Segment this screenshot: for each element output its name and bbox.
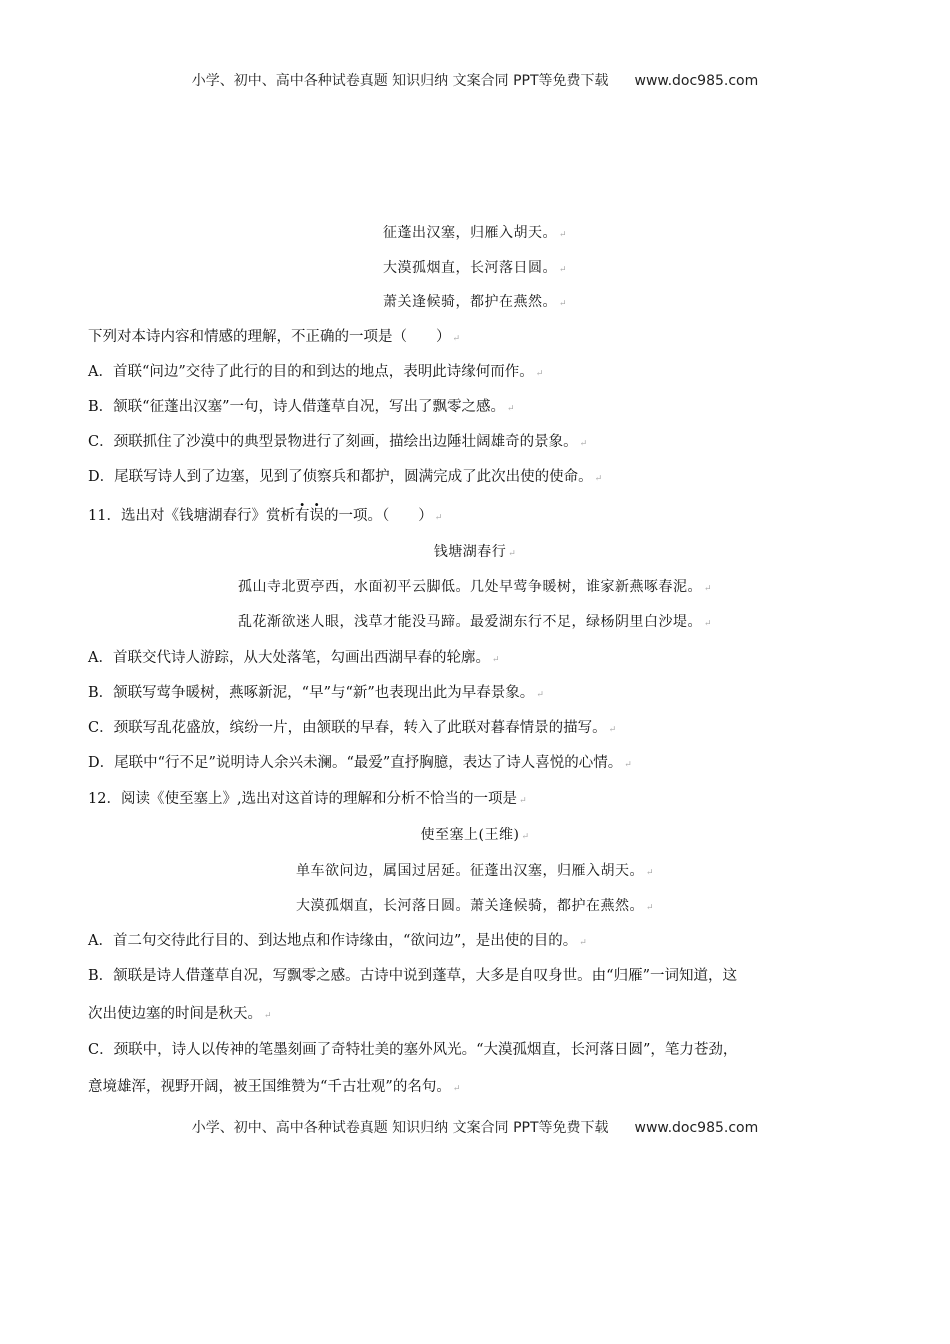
footer-text: 小学、初中、高中各种试卷真题 知识归纳 文案合同 PPT等免费下载: [191, 1120, 609, 1136]
question-11-stem: 11．选出对《钱塘湖春行》赏析有误的一项。（ ） ↵: [88, 508, 443, 524]
question-12-option-b-cont: 次出使边塞的时间是秋天。 ↵: [88, 1006, 272, 1022]
page-header: [0, 70, 950, 90]
poem3-line: 大漠孤烟直，长河落日圆。萧关逢候骑，都护在燕然。 ↵: [295, 898, 655, 914]
poem1-line: 萧关逢候骑，都护在燕然。 ↵: [382, 294, 568, 310]
question-11-option-b: B．颔联写莺争暖树，燕啄新泥，“早”与“新”也表现出此为早春景象。 ↵: [88, 685, 544, 701]
question-11-option-c: C．颈联写乱花盛放，缤纷一片，由颔联的早春，转入了此联对暮春情景的描写。 ↵: [88, 720, 617, 736]
question-11-option-a: A．首联交代诗人游踪，从大处落笔，勾画出西湖早春的轮廓。 ↵: [88, 650, 500, 666]
emphasis-char: 误: [309, 508, 324, 524]
header-site-link[interactable]: www.doc985.com: [634, 73, 759, 89]
poem3-title: 使至塞上(王维) ↵: [420, 827, 530, 843]
question-10-option-b: B．颔联“征蓬出汉塞”一句，诗人借蓬草自况，写出了飘零之感。 ↵: [88, 399, 515, 415]
poem2-title: 钱塘湖春行 ↵: [433, 544, 517, 560]
emphasis-char: 有: [294, 508, 310, 524]
question-11-option-d: D．尾联中“行不足”说明诗人余兴未澜。“最爱”直抒胸臆，表达了诗人喜悦的心情。 ↵: [88, 755, 632, 771]
footer-site-link[interactable]: www.doc985.com: [634, 1120, 759, 1136]
poem2-line: 乱花渐欲迷人眼，浅草才能没马蹄。最爱湖东行不足，绿杨阴里白沙堤。 ↵: [237, 614, 713, 630]
question-10-stem: 下列对本诗内容和情感的理解，不正确的一项是（ ） ↵: [88, 329, 461, 345]
header-text: 小学、初中、高中各种试卷真题 知识归纳 文案合同 PPT等免费下载: [191, 73, 609, 89]
page-footer: [0, 1117, 950, 1137]
poem1-line: 征蓬出汉塞，归雁入胡天。 ↵: [382, 225, 568, 241]
poem2-line: 孤山寺北贾亭西，水面初平云脚低。几处早莺争暖树，谁家新燕啄春泥。 ↵: [237, 579, 713, 595]
question-10-option-c: C．颈联抓住了沙漠中的典型景物进行了刻画，描绘出边陲壮阔雄奇的景象。 ↵: [88, 434, 588, 450]
question-12-option-c: C．颈联中，诗人以传神的笔墨刻画了奇特壮美的塞外风光。“大漠孤烟直，长河落日圆”，笔力苍劲，: [88, 1042, 738, 1058]
poem3-line: 单车欲问边，属国过居延。征蓬出汉塞，归雁入胡天。 ↵: [295, 863, 655, 879]
question-10-option-d: D．尾联写诗人到了边塞，见到了侦察兵和都护，圆满完成了此次出使的使命。 ↵: [88, 469, 603, 485]
poem1-line: 大漠孤烟直，长河落日圆。 ↵: [382, 260, 568, 276]
question-10-option-a: A．首联“问边”交待了此行的目的和到达的地点，表明此诗缘何而作。 ↵: [88, 364, 544, 380]
question-12-option-c-cont: 意境雄浑，视野开阔，被王国维赞为“千古壮观”的名句。 ↵: [88, 1079, 461, 1095]
question-12-option-a: A．首二句交待此行目的、到达地点和作诗缘由，“欲问边”，是出使的目的。 ↵: [88, 933, 587, 949]
question-12-stem: 12．阅读《使至塞上》,选出对这首诗的理解和分析不恰当的一项是 ↵: [88, 791, 527, 807]
question-12-option-b: B．颔联是诗人借蓬草自况，写飘零之感。古诗中说到蓬草，大多是自叹身世。由“归雁”一词知道，这: [88, 968, 737, 984]
